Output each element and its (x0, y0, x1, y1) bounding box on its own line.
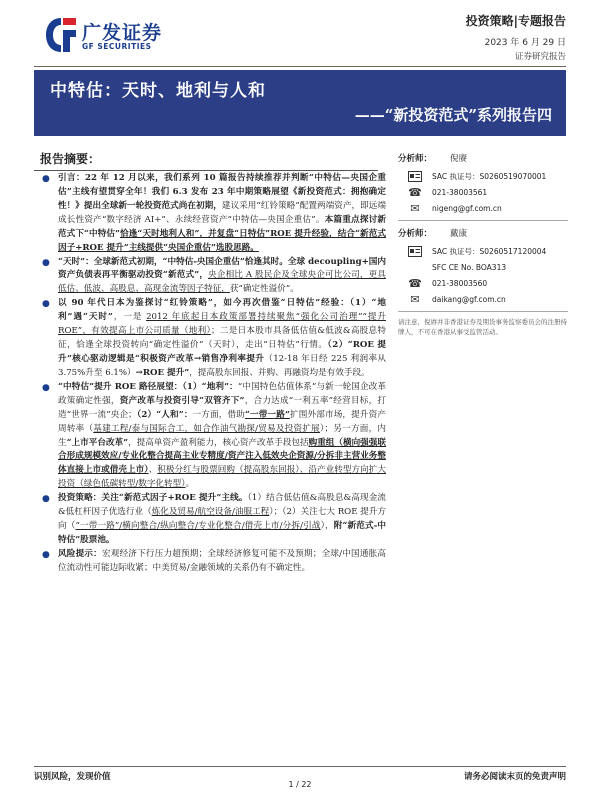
report-meta (466, 12, 566, 62)
footer-disclaimer: 请务必阅读末页的免责声明 (463, 772, 566, 782)
bullet-icon: ● (42, 494, 50, 505)
analyst-disclaimer-note: 请注意，倪赓并非香港证券及期货事务监察委员会的注册持牌人，不可在香港从事受监管活动。 (398, 318, 567, 336)
summary-paragraph-japan: ● 以 90 年代日本为鉴探讨“红铃策略”，如今再次借鉴“日特估”经验：（1）“地利”遇“天时”，一是 2012 年底起日本政策部署持续聚焦“强化公司治理”“提升 ROE”，有效提高上市公司质量（地利）；二是日本股市具备低估值&低波&高股息特征，恰逢全球投资转向“确定性溢价”（天时），走出“日特估”行情。（2）“ROE 提升”核心驱动逻辑是“积极资产改革→销售净利率提升（12-18 年日经 225 利润率从 3.75%升至 6.1%）→ROE 提升”，提高股东回报、并购、再融资均是有效手段。 (42, 298, 387, 378)
bullet-icon: ● (42, 549, 50, 560)
summary-body (38, 172, 386, 576)
analyst-license: SAC 执证号：S0260517120004 (432, 246, 547, 256)
summary-paragraph-risk: ● 风险提示：宏观经济下行压力超预期；全球经济修复可能不及预期；全球/中国通胀高位流动性可能边际收紧；中美贸易/金融领域的关系仍有不确定性。 (42, 548, 386, 573)
bullet-icon: ● (42, 257, 50, 268)
analyst-role: 分析师： 倪赓 (398, 154, 468, 164)
summary-paragraph-intro: ● 引言：22 年 12 月以来，我们系列 10 篇报告持续推荐并判断“中特估—央国企重估”主线有望贯穿全年！我们 6.3 发布 23 年中期策略展望《新投资范式：拥抱确定性！》提出全球新一轮投资范式尚在初期，建议采用“红铃策略”配置两端资产，即远端成长性资产“数字经济 AI+”、永续经营资产“中特估—央国企重估”。本篇重点探讨新范式下“中特估”恰逢“天时地利人和”，并复盘“日特估”ROE 提升经验，结合“新范式因子+ROE 提升”主线提供“央国企重估”选股思路。 (42, 173, 386, 253)
email-icon: ✉ (410, 201, 420, 215)
phone-icon: ☎ (408, 276, 422, 290)
footer-slogan: 识别风险，发现价值 (34, 772, 111, 782)
footer-divider (34, 766, 566, 767)
summary-divider (34, 170, 378, 171)
analyst-email[interactable]: daikang@gf.com.cn (432, 294, 506, 304)
company-logo (44, 16, 162, 56)
analyst-panel (398, 152, 568, 338)
analyst-email[interactable]: nigeng@gf.com.cn (432, 203, 502, 213)
logo-text-cn: 广发证券 (82, 22, 163, 44)
summary-paragraph-tianshi: ● “天时”：全球新范式初期，“中特估-央国企重估”恰逢其时。全球 decoupling+国内资产负债表再平衡驱动投资“新范式”，央企相比 A 股民企及全球央企可比公司，更具低估、低波、高股息、高现金流等因子特征，获“确定性溢价”。 (42, 256, 387, 295)
phone-icon: ☎ (408, 185, 422, 199)
report-date: 2023 年 6 月 29 日 (484, 38, 566, 48)
page-number: 1 / 22 (288, 780, 312, 789)
logo-text-en: GF SECURITIES (82, 42, 152, 51)
analyst-phone: 021-38003561 (432, 187, 488, 197)
id-card-icon (398, 246, 432, 257)
email-icon: ✉ (410, 292, 420, 306)
analyst-name: 戴康 (450, 229, 468, 239)
report-category: 证券研究报告 (514, 52, 566, 62)
analyst-sfc-number: SFC CE No. BOA313 (432, 262, 507, 272)
summary-paragraph-roe-path: ● “中特估”提升 ROE 路径展望：（1）“地利”：“中国特色估值体系”与新一轮国企改革政策确定性强，资产改革与投资引导“双管齐下”，合力达成“一利五率”经营目标，打造“世界一流”央企；（2）“人和”：一方面，借助“一带一路”扩围外部市场，提升资产周转率（基建工程/泰与国际合工，如合作油气勘探/贸易及投资扩展）；另一方面，内生“上市平台改革”，提高单资产盈利能力，核心资产改革手段包括购重组（横向强强联合形成规模效应/专业化整合提高主业专精度/资产注入低效央企资源/分拆非主营业务整体直接上市或借壳上市）、积极分红与股票回购（提高股东回报）、沿产业转型方向扩大投资（绿色低碳转型/数字化转型）。 (42, 381, 387, 490)
header-divider (34, 66, 566, 67)
bullet-icon: ● (42, 382, 50, 393)
analyst-card-1 (398, 152, 568, 216)
summary-heading: 报告摘要： (40, 152, 101, 166)
analyst-divider (398, 311, 568, 312)
report-subtitle: ——“新投资范式”系列报告四 (354, 106, 552, 124)
summary-paragraph-strategy: ● 投资策略：关注“新范式因子+ROE 提升”主线。（1）结合低估值&高股息&高现金流&低杠杆因子优选行业（炼化及贸易/航空设备/油服工程）；（2）关注七大 ROE 提升方向（“一带一路”/横向整合/纵向整合/专业化整合/借壳上市/分拆/引战），附“新范式-中特估”股票池。 (42, 493, 387, 545)
id-card-icon (398, 171, 432, 182)
report-title: 中特估：天时、地利与人和 (50, 81, 266, 101)
logo-mark-icon (44, 16, 78, 54)
analyst-name: 倪赓 (450, 154, 468, 164)
analyst-license: SAC 执证号：S0260519070001 (432, 171, 547, 181)
analyst-phone: 021-38003560 (432, 278, 488, 288)
analyst-card-2 (398, 227, 568, 307)
analyst-role: 分析师： 戴康 (398, 229, 468, 239)
analyst-divider (398, 220, 568, 221)
bullet-icon: ● (42, 299, 50, 310)
report-type: 投资策略|专题报告 (465, 14, 566, 28)
bullet-icon: ● (42, 174, 50, 184)
